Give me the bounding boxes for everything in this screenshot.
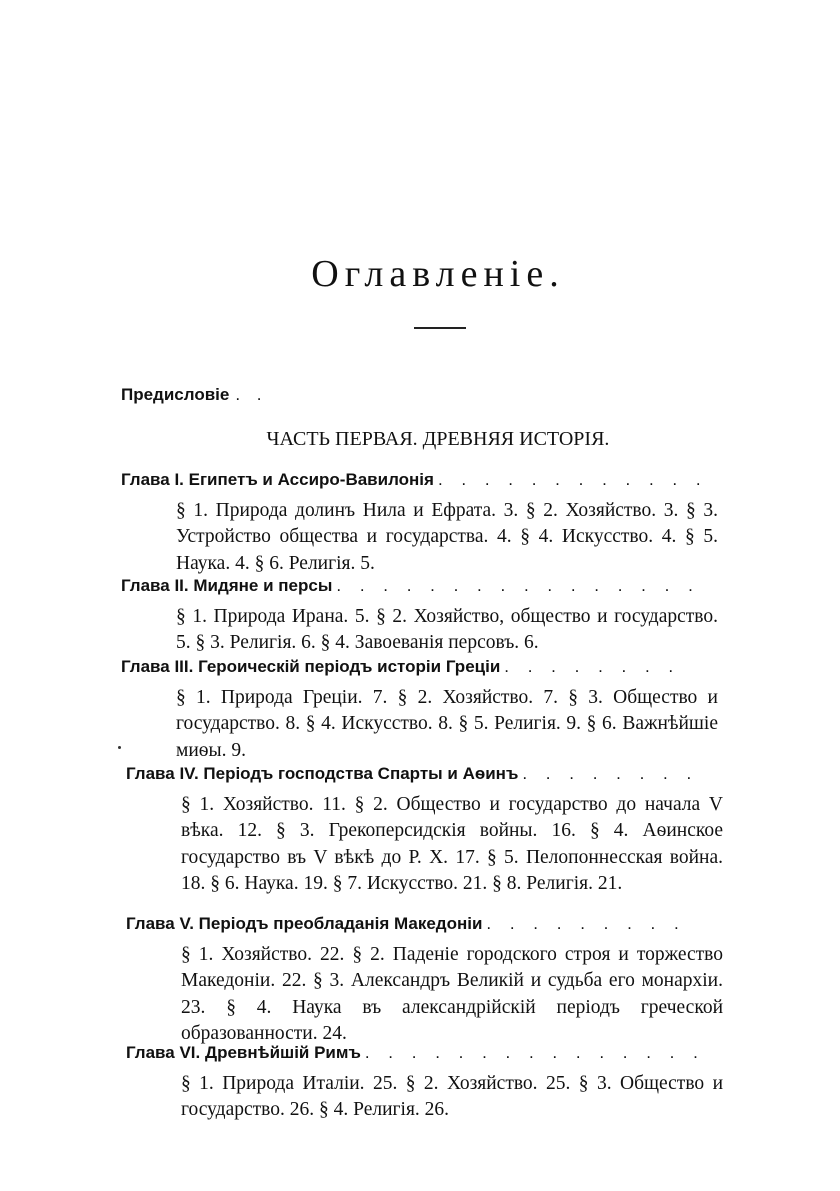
chapter-title: Глава V. Перiодъ преобладанiя Македонiи (126, 914, 483, 933)
chapter-title: Глава VI. Древнѣйшiй Римъ (126, 1043, 361, 1062)
chapter-contents: § 1. Хозяйство. 11. § 2. Общество и государство до начала V вѣка. 12. § 3. Грекоперсидскiя войны. 16. § 4. Аѳинское государство въ V вѣкѣ до Р. Х. 17. § 5. Пелопоннесская война. 18. § 6. Наука. 19. § 7. Искусство. 21. § 8. Религiя. 21. (181, 794, 723, 894)
leader-dots: . . . . . . . . . . . . (437, 470, 708, 489)
chapter-heading (121, 468, 717, 492)
leader-dots: . . . . . . . . . . . . . . . . (336, 576, 700, 595)
preface-dots: . . (235, 385, 268, 404)
preface-label: Предисловiе (121, 385, 230, 404)
leader-dots: . . . . . . . . (504, 657, 681, 676)
chapter-heading (126, 912, 722, 936)
chapter-title: Глава II. Мидяне и персы (121, 576, 333, 595)
chapter-entry-5[interactable] (126, 912, 722, 1047)
chapter-contents: § 1. Природа долинъ Нила и Ефрата. 3. § 2. Хозяйство. 3. § 3. Устройство общества и государства. 4. § 4. Искусство. 4. § 5. Наука. 4. § 6. Религiя. 5. (176, 500, 718, 574)
chapter-entry-6[interactable] (126, 1041, 722, 1124)
chapter-heading (121, 574, 717, 598)
leader-dots: . . . . . . . . (522, 764, 699, 783)
chapter-entry-4[interactable] (126, 762, 722, 897)
chapter-entry-1[interactable] (121, 468, 717, 577)
chapter-contents: § 1. Природа Ирана. 5. § 2. Хозяйство, общество и государство. 5. § 3. Религiя. 6. § 4. Завоеванiя персовъ. 6. (176, 606, 718, 654)
chapter-contents: § 1. Природа Грецiи. 7. § 2. Хозяйство. 7. § 3. Общество и государство. 8. § 4. Искусство. 8. § 5. Религiя. 9. § 6. Важнѣйшiе миѳы. 9. (176, 687, 718, 761)
page-title: Оглавленiе. (311, 253, 565, 295)
leader-dots: . . . . . . . . . . . . . . . (364, 1043, 705, 1062)
chapter-title: Глава I. Египетъ и Ассиро-Вавилонiя (121, 470, 434, 489)
preface-entry[interactable] (121, 385, 268, 405)
chapter-title: Глава III. Героическiй перiодъ исторiи Грецiи (121, 657, 501, 676)
chapter-heading (121, 655, 717, 679)
print-speck (118, 746, 121, 749)
chapter-entry-2[interactable] (121, 574, 717, 657)
chapter-entry-3[interactable] (121, 655, 717, 764)
chapter-title: Глава IV. Перiодъ господства Спарты и Аѳинъ (126, 764, 519, 783)
chapter-heading (126, 762, 722, 786)
part-heading: ЧАСТЬ ПЕРВАЯ. ДРЕВНЯЯ ИСТОРIЯ. (266, 428, 610, 450)
title-rule (414, 327, 466, 329)
chapter-contents: § 1. Хозяйство. 22. § 2. Паденiе городского строя и торжество Македонiи. 22. § 3. Александръ Великiй и судьба его монархiи. 23. § 4. Наука въ александрiйскiй перiодъ греческой образованности. 24. (181, 944, 723, 1044)
chapter-heading (126, 1041, 722, 1065)
chapter-contents: § 1. Природа Италiи. 25. § 2. Хозяйство. 25. § 3. Общество и государство. 26. § 4. Религiя. 26. (181, 1073, 723, 1121)
leader-dots: . . . . . . . . . (486, 914, 686, 933)
